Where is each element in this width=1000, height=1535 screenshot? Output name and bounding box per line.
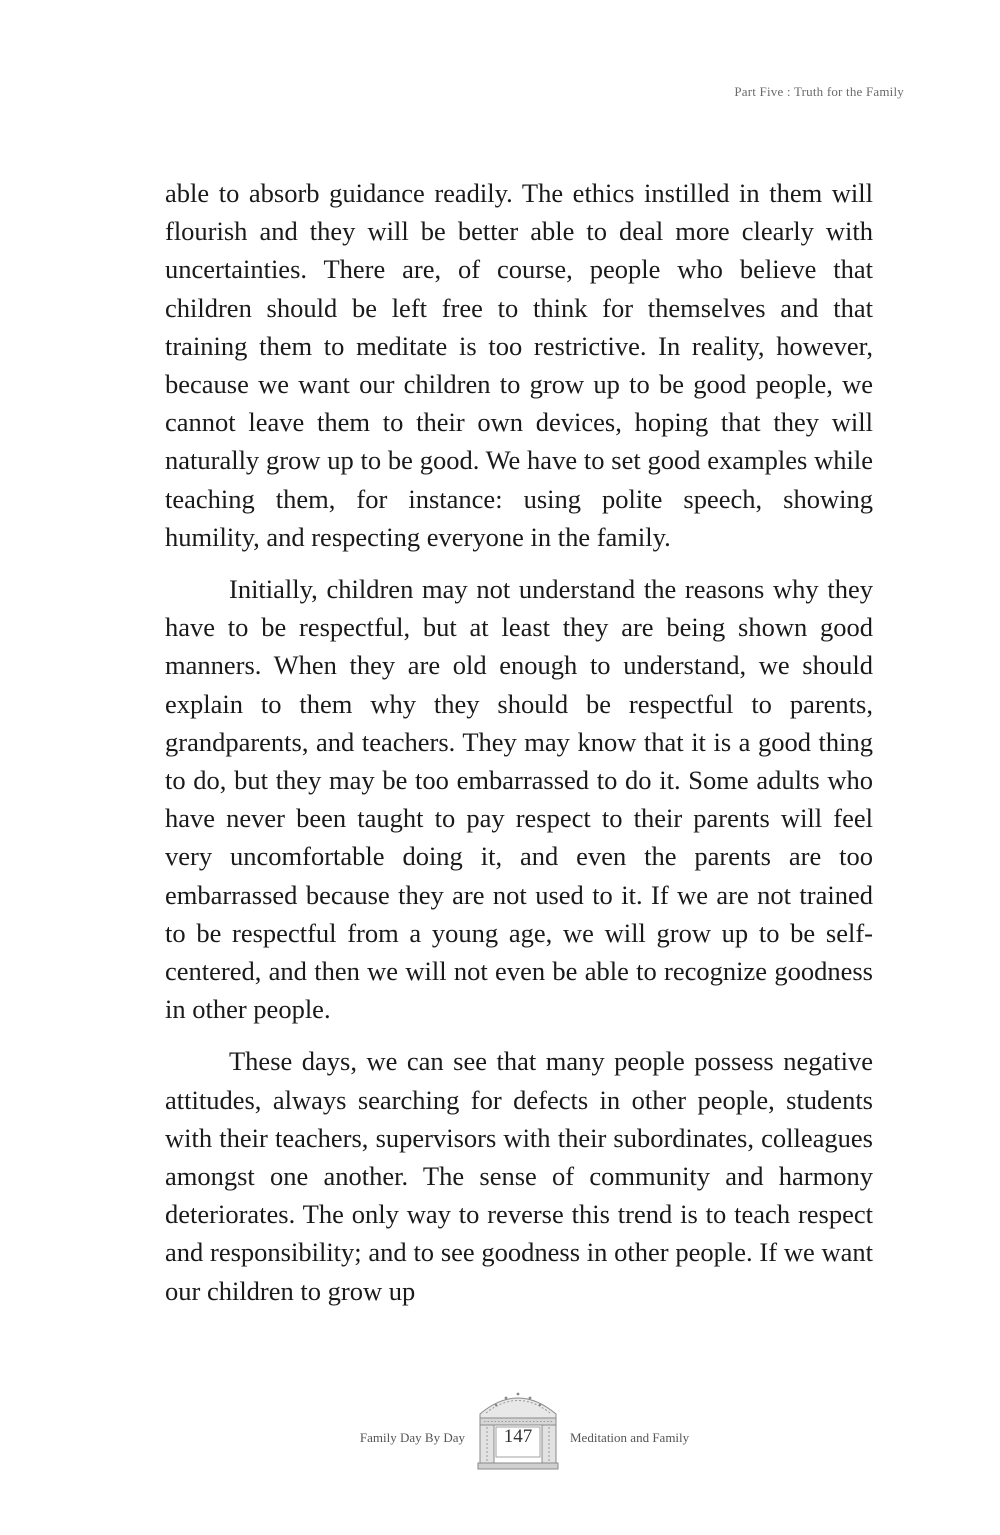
page-footer [0, 1384, 1000, 1474]
paragraph-3: These days, we can see that many people possess negative attitudes, always searching for defects in other people, students with their teachers, supervisors with their subordinates, colleagues amongst one another. The sense of community and harmony deteriorates. The only way to reverse this trend is to teach respect and responsibility; and to see goodness in other people. If we want our children to grow up [165, 1046, 873, 1306]
running-header: Part Five : Truth for the Family [734, 84, 904, 99]
paragraph-1: able to absorb guidance readily. The ethics instilled in them will flourish and they will be better able to deal more clearly with uncertainties. There are, of course, people who believe that children should be left free to think for themselves and that training them to meditate is too restrictive. In reality, however, because we want our children to grow up to be good people, we cannot leave them to their own devices, hoping that they will naturally grow up to be good. We have to set good examples while teaching them, for instance: using polite speech, showing humility, and respecting everyone in the family. [165, 178, 873, 552]
body-text [165, 174, 873, 1324]
footer-section-title: Meditation and Family [570, 1430, 690, 1445]
page-number: 147 [503, 1426, 533, 1447]
footer-book-title: Family Day By Day [359, 1430, 465, 1445]
paragraph-2: Initially, children may not understand the reasons why they have to be respectful, but at least they are being shown good manners. When they are old enough to understand, we should explain to them why they should be respectful to parents, grandparents, and teachers. They may know that it is a good thing to do, but they may be too embarrassed to do it. Some adults who have never been taught to pay respect to their parents will feel very uncomfortable doing it, and even the parents are too embarrassed because they are not used to it. If we are not trained to be respectful from a young age, we will grow up to be self-centered, and then we will not even be able to recognize goodness in other people. [165, 574, 873, 1025]
